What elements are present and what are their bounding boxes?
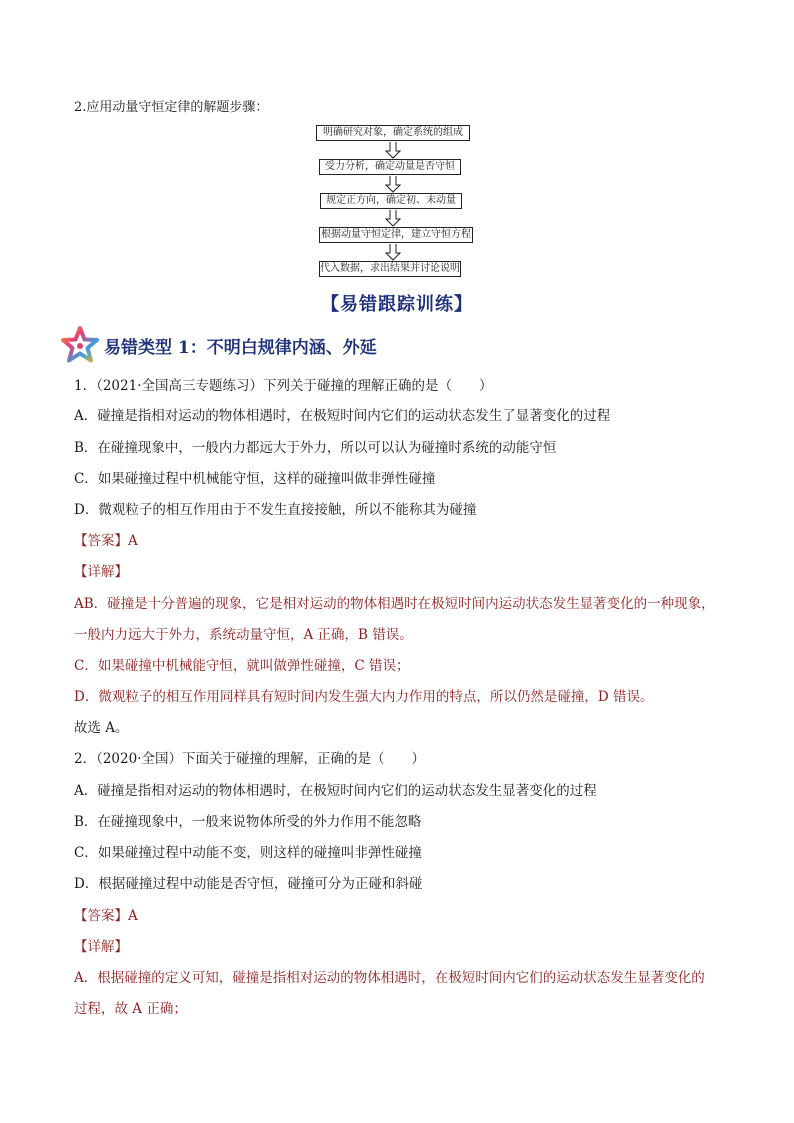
question-1-stem: 1．（2021·全国高三专题练习）下列关于碰撞的理解正确的是（ ） xyxy=(74,378,493,394)
q1-detail-line: AB．碰撞是十分普遍的现象，它是相对运动的物体相遇时在极短时间内运动状态发生显著变化的一种现象， xyxy=(74,596,715,612)
answer-value: A xyxy=(128,533,138,549)
q1-option-c: C．如果碰撞过程中机械能守恒，这样的碰撞叫做非弹性碰撞 xyxy=(74,471,436,487)
q1-detail-line: 一般内力远大于外力，系统动量守恒，A 正确，B 错误。 xyxy=(74,627,413,643)
type-heading: 易错类型 1：不明白规律内涵、外延 xyxy=(104,338,377,358)
down-arrow-icon xyxy=(316,141,472,159)
q2-detail-line: A．根据碰撞的定义可知，碰撞是指相对运动的物体相遇时，在极短时间内它们的运动状态发生显著变化的 xyxy=(74,970,705,986)
q1-option-a: A．碰撞是指相对运动的物体相遇时，在极短时间内它们的运动状态发生了显著变化的过程 xyxy=(74,408,611,424)
section-title: 【易错跟踪训练】 xyxy=(321,294,473,315)
down-arrow-icon xyxy=(316,175,472,193)
q1-detail-line: D．微观粒子的相互作用同样具有短时间内发生强大内力作用的特点，所以仍然是碰撞，D 错误。 xyxy=(74,689,654,705)
answer-tag: 【答案】 xyxy=(74,533,128,549)
intro-text: 2.应用动量守恒定律的解题步骤： xyxy=(74,100,269,115)
down-arrow-icon xyxy=(316,243,472,261)
flow-step: 代入数据，求出结果并讨论说明 xyxy=(319,261,461,277)
flow-step: 受力分析，确定动量是否守恒 xyxy=(319,159,461,175)
flow-step: 明确研究对象，确定系统的组成 xyxy=(316,125,470,141)
q2-option-a: A．碰撞是指相对运动的物体相遇时，在极短时间内它们的运动状态发生显著变化的过程 xyxy=(74,783,597,799)
down-arrow-icon xyxy=(316,209,472,227)
detail-tag: 【详解】 xyxy=(74,564,128,580)
type-heading-row xyxy=(60,325,660,365)
q1-option-d: D．微观粒子的相互作用由于不发生直接接触，所以不能称其为碰撞 xyxy=(74,502,477,518)
star-icon xyxy=(60,325,100,365)
q1-conclusion: 故选 A。 xyxy=(74,720,129,736)
q2-option-d: D．根据碰撞过程中动能是否守恒，碰撞可分为正碰和斜碰 xyxy=(74,876,423,892)
answer-tag: 【答案】 xyxy=(74,908,128,924)
answer-value: A xyxy=(128,908,138,924)
flow-step: 规定正方向，确定初、末动量 xyxy=(320,193,462,209)
q1-option-b: B．在碰撞现象中，一般内力都远大于外力，所以可以认为碰撞时系统的动能守恒 xyxy=(74,440,557,456)
q1-answer-row xyxy=(74,529,138,549)
question-2-stem: 2．（2020·全国）下面关于碰撞的理解，正确的是（ ） xyxy=(74,751,425,767)
detail-tag: 【详解】 xyxy=(74,939,128,955)
q1-detail-line: C．如果碰撞中机械能守恒，就叫做弹性碰撞，C 错误； xyxy=(74,658,410,674)
q2-option-b: B．在碰撞现象中，一般来说物体所受的外力作用不能忽略 xyxy=(74,814,422,830)
flow-step: 根据动量守恒定律，建立守恒方程 xyxy=(319,227,473,243)
q2-answer-row xyxy=(74,904,138,924)
q2-detail-line: 过程，故 A 正确； xyxy=(74,1001,187,1017)
q2-option-c: C．如果碰撞过程中动能不变，则这样的碰撞叫非弹性碰撞 xyxy=(74,845,422,861)
flowchart xyxy=(316,125,472,277)
